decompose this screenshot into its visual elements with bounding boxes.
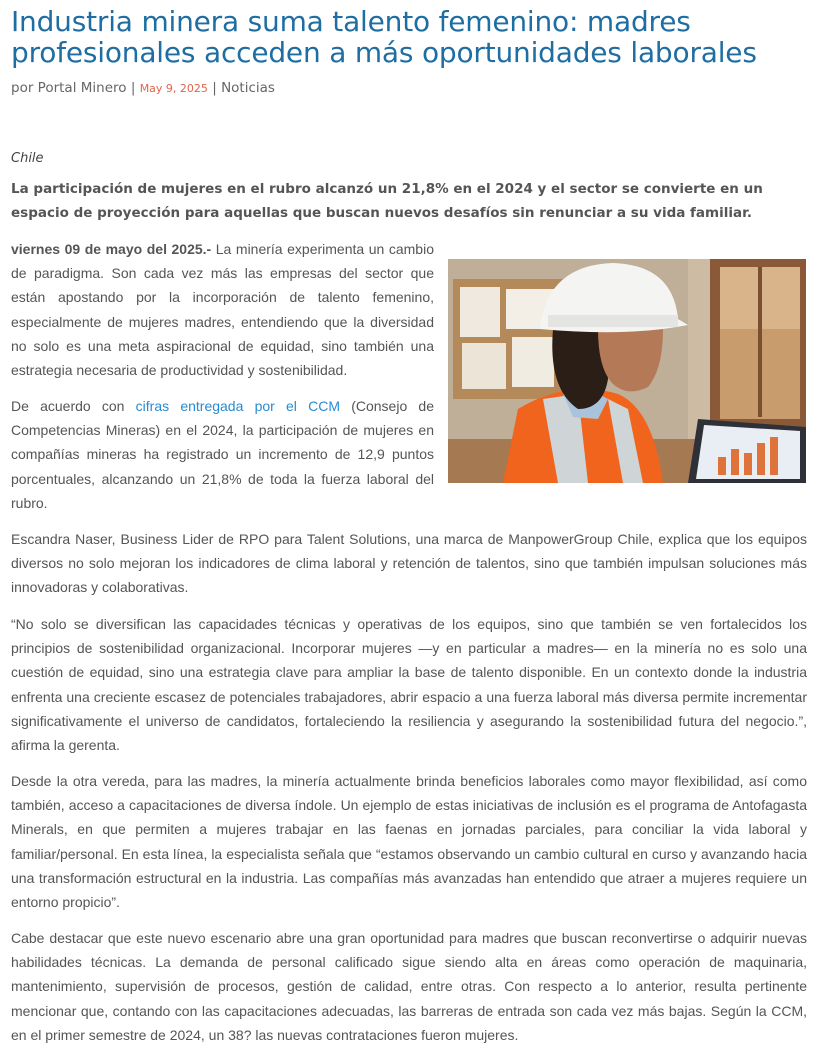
paragraph-6: Cabe destacar que este nuevo escenario abre una gran oportunidad para madres que buscan reconvertirse o adquirir nuevas habilidades técnicas. La demanda de personal calificado sigue siendo alta en áreas como operación de maquinaria, mantenimiento, supervisión de procesos, gestión de calidad, entre otras. Con respecto a lo anterior, resulta pertinente mencionar que, contando con las capacitaciones adecuadas, las barreras de entrada son cada vez más bajas. Según la CCM, en el primer semestre de 2024, un 38? las nuevas contrataciones fueron mujeres. [11,930,807,1043]
lead-paragraph: La participación de mujeres en el rubro alcanzó un 21,8% en el 2024 y el sector se convierte en un espacio de proyección para aquellas que buscan nuevos desafíos sin renunciar a su vida familiar. [11,181,763,221]
meta-separator: | [212,80,217,96]
photo-woman-hard-hat-icon [448,259,806,483]
paragraph-2-text-before: De acuerdo con [11,398,136,414]
article-photo [448,259,806,483]
paragraph-1-text: La minería experimenta un cambio de paradigma. Son cada vez más las empresas del sector que están apostando por la incorporación de talento femenino, especialmente de mujeres madres, entendiendo que la diversidad no solo es una meta aspiracional de equidad, sino también una estrategia necesaria de productividad y sostenibilidad. [11,241,434,379]
paragraph-4: “No solo se diversifican las capacidades técnicas y operativas de los equipos, sino que también se ven fortalecidos los principios de sostenibilidad organizacional. Incorporar mujeres —y en particular a madres— en la minería no es solo una cuestión de equidad, sino una estrategia clave para ampliar la base de talento disponible. En un contexto donde la industria enfrenta una creciente escasez de potenciales trabajadores, abrir espacio a una fuerza laboral más diversa permite incrementar significativamente el universo de candidatos, fortaleciendo la resiliencia y asegurando la sostenibilidad futura del negocio.”, afirma la gerenta. [11,616,807,754]
ccm-figures-link[interactable]: cifras entregada por el CCM [135,398,340,414]
paragraph-5: Desde la otra vereda, para las madres, la minería actualmente brinda beneficios laborales como mayor flexibilidad, así como también, acceso a capacitaciones de diversa índole. Un ejemplo de estas iniciativas de inclusión es el programa de Antofagasta Minerals, en que permiten a mujeres trabajar en las faenas en jornadas parciales, para conciliar la vida laboral y familiar/personal. En esta línea, la especialista señala que “estamos observando un cambio cultural en curso y avanzando hacia una transformación estructural en la industria. Las compañías más avanzadas han entendido que atraer a mujeres requiere un entorno propicio”. [11,773,807,911]
country-label: Chile [11,151,44,166]
paragraph-2-text-after: (Consejo de Competencias Mineras) en el 2024, la participación de mujeres en compañías mineras ha registrado un incremento de 12,9 puntos porcentuales, alcanzando un 21,8% de toda la fuerza laboral del rubro. [11,398,435,511]
paragraph-2 [11,394,434,515]
dateline: viernes 09 de mayo del 2025.- [11,241,212,257]
article-title: Industria minera suma talento femenino: madres profesionales acceden a más oportunidades laborales [11,5,757,69]
author-link[interactable]: por Portal Minero [11,80,127,96]
post-meta [11,80,275,96]
paragraph-3: Escandra Naser, Business Lider de RPO para Talent Solutions, una marca de ManpowerGroup Chile, explica que los equipos diversos no solo mejoran los indicadores de clima laboral y retención de talentos, sino que también impulsan soluciones más innovadoras y colaborativas. [11,531,807,596]
paragraph-1 [11,237,434,382]
post-date: May 9, 2025 [139,82,208,95]
meta-separator: | [130,80,136,96]
category-link[interactable]: Noticias [221,80,275,96]
